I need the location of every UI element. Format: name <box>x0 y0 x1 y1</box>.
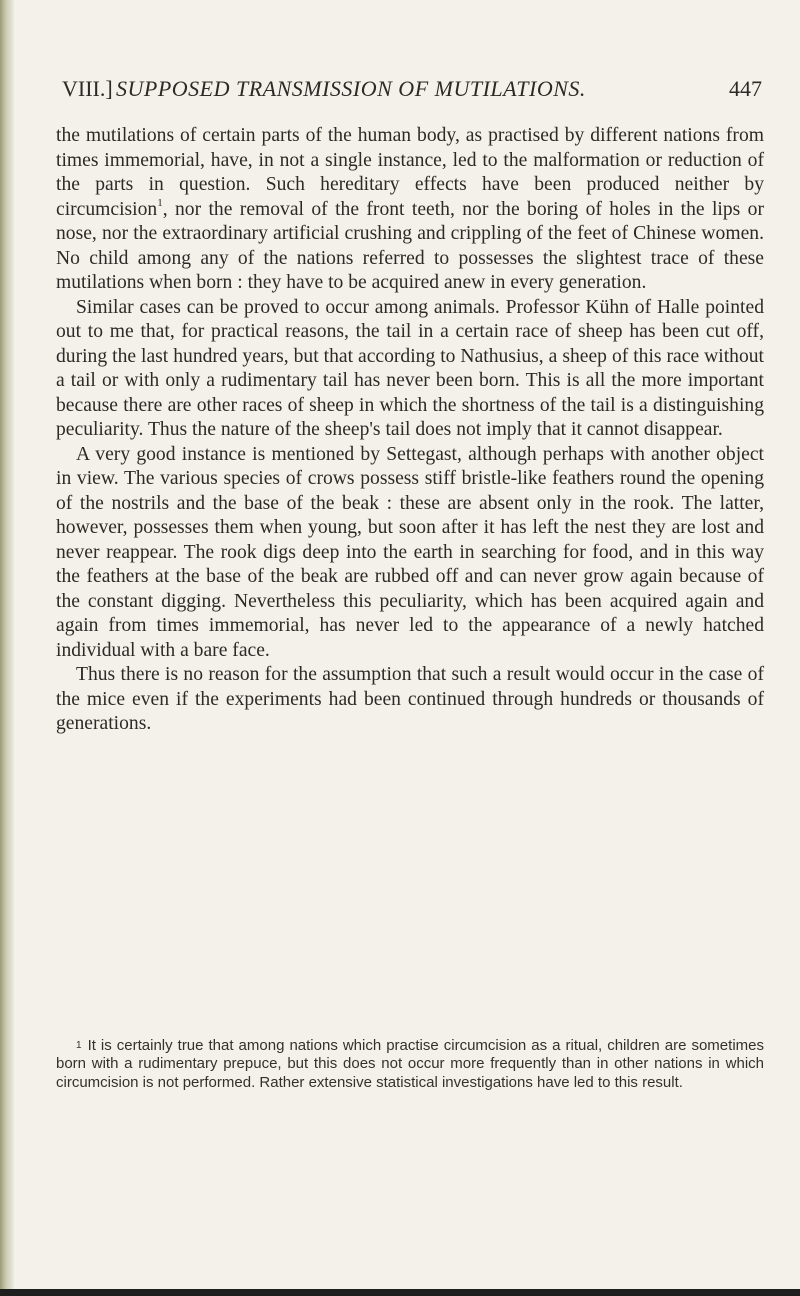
chapter-number: VIII.] <box>62 76 113 101</box>
paragraph <box>56 124 764 296</box>
body-text <box>56 124 764 737</box>
footnote-text: It is certainly true that among nations which practise circumcision as a ritual, children are sometimes born with a rudimentary prepuce, but this does not occur more frequently than in other nations in which circumcision is not performed. Rather extensive statistical investigations have led to this result. <box>56 1037 764 1091</box>
page-bottom-edge <box>0 1289 800 1296</box>
paragraph-text: , nor the removal of the front teeth, nor the boring of holes in the lips or nose, nor the extraordinary artificial crushing and crippling of the feet of Chinese women. No child among any of the nations referred to possesses the slightest trace of these mutilations when born : they have to be acquired anew in every generation. <box>56 198 764 293</box>
page-number: 447 <box>729 76 762 101</box>
paragraph: A very good instance is mentioned by Settegast, although perhaps with another object in view. The various species of crows possess stiff bristle-like feathers round the opening of the nostrils and the base of the beak : these are absent only in the rook. The latter, however, possesses them when young, but soon after it has left the nest they are lost and never reappear. The rook digs deep into the earth in searching for food, and in this way the feathers at the base of the beak are rubbed off and can never grow again because of the constant digging. Nevertheless this peculiarity, which has been acquired again and again from times immemorial, has never led to the appearance of a newly hatched individual with a bare face. <box>56 443 764 661</box>
running-title: SUPPOSED TRANSMISSION OF MUTILATIONS. <box>116 76 586 101</box>
paragraph: Thus there is no reason for the assumption that such a result would occur in the case of the mice even if the experiments had been continued through hundreds or thousands of generations. <box>56 664 764 734</box>
paragraph-text: the mutilations of certain parts of the human body, as practised by different nations from times immemorial, have, in not a single instance, led to the malformation or reduction of the parts in question. Such hereditary effects have been produced neither by circumcision <box>56 125 764 220</box>
running-header <box>62 74 762 114</box>
page-binding-edge <box>0 0 14 1296</box>
footnote <box>56 1037 764 1092</box>
footnote-reference: 1 <box>157 196 163 209</box>
footnote-mark: 1 <box>76 1040 82 1051</box>
paragraph: Similar cases can be proved to occur among animals. Professor Kühn of Halle pointed out to me that, for practical reasons, the tail in a certain race of sheep has been cut off, during the last hundred years, but that according to Nathusius, a sheep of this race without a tail or with only a rudimentary tail has never been born. This is all the more important because there are other races of sheep in which the shortness of the tail is a distinguishing peculiarity. Thus the nature of the sheep's tail does not imply that it cannot disappear. <box>56 296 764 440</box>
